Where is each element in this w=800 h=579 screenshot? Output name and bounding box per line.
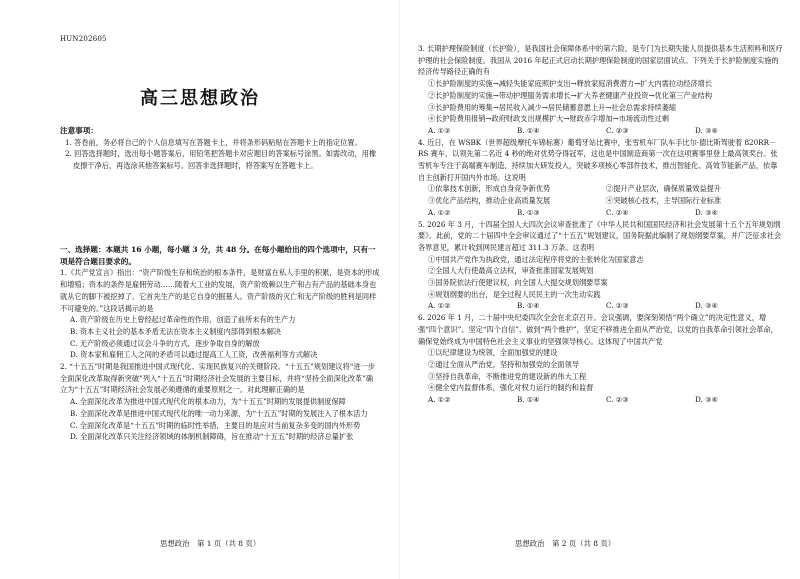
- choice-d: D. ③④: [695, 301, 718, 311]
- choice-d: D. ③④: [695, 125, 718, 135]
- questions-block: [418, 43, 784, 406]
- question-stem: 1.《共产党宣言》指出：“资产阶级生存和统治的根本条件，是财富在私人手里的积累，是资本的形成和增殖；资本的条件是雇佣劳动……随着大工业的发展，资产阶级赖以生产和占有产品的基础本身也就从它的脚下被挖掉了。它首先生产的是它自身的掘墓人。资产阶级的灭亡和无产阶级的胜利是同样不可避免的。”这段话揭示的是: [60, 268, 380, 313]
- question-stem: 3. 长期护理保险制度（长护险），是我国社会保障体系中的第六险，是专门为长期失能人员提供基本生活照料和医疗护理的社会保险制度。我国从 2016 年起正式启动长期护理保险制度的国家层面试点。下列关于长护险制度实施的经济传导路径正确的有: [418, 44, 783, 77]
- choice-a: A. ①②: [428, 125, 451, 135]
- statement-row: [418, 195, 784, 207]
- choice-d: D. ③④: [695, 207, 718, 217]
- question-stem: 4. 近日，在 WSBK（世界超级摩托车锦标赛）葡萄牙站比赛中，张雪机车厂队车手比尔·德比斯驾驶着 820RR－RS 赛车，以领先第二名近 4 秒的绝对优势夺得冠军，这也是中国制造商第一次在这项赛事里登上最高领奖台。张雪机车专注于高端赛车制造，持续加大研发投入，突破多项核心零部件技术，推出智能化、高效节能新产品，依靠自主创新打开国内外市场。这说明: [418, 137, 778, 182]
- section-heading: 一、选择题：本题共 16 小题，每小题 3 分，共 48 分。在每小题给出的四个选项中，只有一项是符合题目要求的。: [60, 245, 376, 266]
- statement-2: ②长护险制度的实施→带动护理服务需求增长→扩大养老健康产业投资→优化第三产业结构: [428, 90, 713, 100]
- statement-1: ①依靠技术创新，形成自身竞争新优势: [428, 184, 551, 194]
- statement-1: ①以纪律建设为统领，全面加强党的建设: [428, 348, 558, 358]
- notes-block: [60, 125, 378, 172]
- choice-a: A. ①②: [428, 207, 451, 217]
- notes-heading: 注意事项：: [60, 126, 98, 135]
- question-stem: 5. 2026 年 3 月，十四届全国人大四次会议审查批准了《中华人民共和国国民经济和社会发展第十五个五年规划纲要》。此前，党的二十届四中全会审议通过了“十五五”规划建议，国务院据此编制了规划纲要草案，并广泛征求社会各界意见，累计收到网民建言超过 311.3 万条。这表明: [418, 219, 782, 252]
- statement-4: ④长护险费用报销→政府财政支出规模扩大→财政赤字增加→市场流动性过剩: [428, 114, 669, 124]
- choice-a: A. ①②: [428, 301, 451, 311]
- question-stem: 2. “十五五”时期是我国推进中国式现代化、实现民族复兴的关键阶段。“十五五”规划建议将“进一步全面深化改革取得新突破”列入“十五五”时期经济社会发展的主要目标，并将“坚持全面深化改革”确立为“十五五”时期经济社会发展必须遵循的重要原则之一。对此理解正确的是: [60, 362, 376, 395]
- question-1: [60, 267, 380, 361]
- option-b: B. 全面深化改革是推进中国式现代化的唯一动力来源，为“十五五”时期的发展注入了根本活力: [70, 408, 368, 418]
- statement-4: ④突破核心技术，主导国际行业标准: [606, 196, 722, 206]
- statement-4: ④规划纲要的出台，是全过程人民民主的一次生动实践: [428, 289, 601, 299]
- question-5: [418, 219, 784, 313]
- choice-a: A. ①②: [428, 395, 451, 405]
- choice-b: B. ①④: [517, 301, 540, 311]
- choice-b: B. ①③: [517, 207, 540, 217]
- page-footer: 思想政治 第 1 页（共 8 页）: [160, 539, 261, 548]
- statement-2: ②通过全面从严治党，坚持和加强党的全面领导: [428, 359, 579, 369]
- option-b: B. 资本主义社会的基本矛盾无法在资本主义制度内部得到根本解决: [70, 326, 282, 336]
- choice-c: C. ②③: [606, 395, 629, 405]
- section-block: [60, 244, 380, 443]
- statement-row: [418, 183, 784, 195]
- answer-choices: [418, 394, 784, 406]
- statement-4: ④健全党内监督体系，强化对权力运行的制约和监督: [428, 383, 594, 393]
- exam-code: HUN202605: [60, 35, 107, 43]
- question-4: [418, 137, 784, 219]
- choice-c: C. ②④: [606, 207, 629, 217]
- option-d: D. 资本家和雇佣工人之间的矛盾可以通过提高工人工资，改善福利等方式解决: [70, 350, 318, 360]
- note-item: 2. 回答选择题时，选出每小题答案后，用铅笔把答题卡对应题目的答案标号涂黑。如需改动，用橡皮擦干净后，再选涂其他答案标号。回答非选择题时，将答案写在答题卡上。: [65, 149, 377, 171]
- answer-choices: [418, 300, 784, 312]
- page-title: 高三思想政治: [140, 88, 260, 109]
- option-c: C. 无产阶级必须通过议会斗争的方式，逐步争取自身的解放: [70, 338, 260, 348]
- answer-choices: [418, 125, 784, 137]
- question-6: [418, 312, 784, 406]
- statement-3: ③优化产品结构，推动企业高质量发展: [428, 196, 551, 206]
- statement-1: ①中国共产党作为执政党，通过法定程序将党的主张转化为国家意志: [428, 254, 644, 264]
- option-a: A. 资产阶级在历史上曾经起过革命性的作用，创造了前所未有的生产力: [70, 315, 296, 325]
- choice-d: D. ③④: [695, 395, 718, 405]
- statement-2: ②提升产业层次，确保质量效益提升: [606, 184, 722, 194]
- statement-3: ③坚持自我革命，不断推进党的建设新的伟大工程: [428, 371, 587, 381]
- choice-b: B. ①④: [517, 125, 540, 135]
- statement-1: ①长护险制度的实施→减轻失能家庭照护支出→释放家庭消费潜力→扩大内需拉动经济增长: [428, 79, 713, 89]
- choice-c: C. ②③: [606, 125, 629, 135]
- answer-choices: [418, 207, 784, 219]
- statement-3: ③国务院依法行使建议权，向全国人大提交规划纲要草案: [428, 278, 608, 288]
- option-c: C. 全面深化改革是“十五五”时期的临时性举措，主要目的是应对当前复杂多变的国内外形势: [70, 420, 361, 430]
- question-3: [418, 43, 784, 137]
- question-2: [60, 361, 380, 443]
- page-footer: 思想政治 第 2 页（共 8 页）: [515, 539, 616, 548]
- option-d: D. 全面深化改革只关注经济领域的体制机制障碍，旨在推动“十五五”时期的经济总量扩张: [70, 432, 354, 442]
- option-a: A. 全面深化改革为推进中国式现代化的根本动力，为“十五五”时期的发展提供制度保障: [70, 397, 346, 407]
- page-2: [400, 0, 800, 579]
- statement-3: ③长护险费用的筹集→居民收入减少→居民储蓄意愿上升→社会总需求持续萎缩: [428, 102, 677, 112]
- question-stem: 6. 2026 年 1 月，二十届中央纪委四次全会在北京召开。会议强调，要深刻领悟“两个确立”的决定性意义，增强“四个意识”、坚定“四个自信”、做到“两个维护”，坚定不移推进全面从严治党，以党的自我革命引领社会革命，确保党始终成为中国特色社会主义事业的坚强领导核心。这体现了中国共产党: [418, 313, 778, 346]
- choice-b: B. ①④: [517, 395, 540, 405]
- note-item: 1. 答卷前，务必将自己的个人信息填写在答题卡上，并将条形码粘贴在答题卡上的指定位置。: [65, 137, 362, 147]
- statement-2: ②全国人大行使最高立法权，审查批准国家发展规划: [428, 266, 594, 276]
- choice-c: C. ②③: [606, 301, 629, 311]
